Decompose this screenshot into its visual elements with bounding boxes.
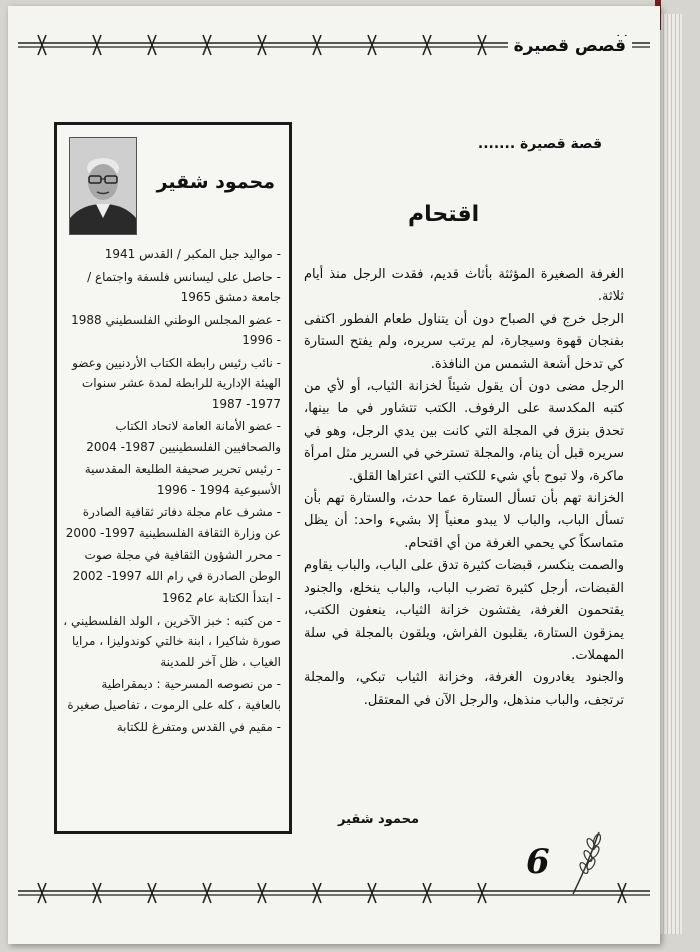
story-paragraph: والجنود يغادرون الغرفة، وخزانة الثياب تبكي، والمجلة ترتجف، والباب منذهل، والرجل الآن في المعتقل. (304, 670, 624, 708)
story-title: اقتحام (408, 202, 480, 227)
bio-item-text: محرر الشؤون الثقافية في مجلة صوت الوطن الصادرة في رام الله 1997- 2002 (72, 548, 281, 583)
bio-item-text: مقيم في القدس ومتفرغ للكتابة (116, 720, 273, 734)
story-paragraph: والصمت ينكسر، قبضات كثيرة تدق على الباب، والباب يقاوم القبضات، أرجل كثيرة تضرب الباب، والباب ينخلع، والجنود يقتحمون الغرفة، يفتشون خزانة الثياب، ينعفون الكتب، يمزقون الستارة، يقلبون الفراش، ويلقون بالمجلة في سلة المهملات. (304, 558, 624, 663)
bio-item-text: مواليد جبل المكبر / القدس 1941 (104, 247, 273, 261)
author-bio-box (54, 122, 292, 834)
portrait-illustration (70, 138, 136, 234)
story-paragraph: الغرفة الصغيرة المؤثثة بأثاث قديم، فقدت الرجل منذ أيام ثلاثة. (304, 267, 624, 305)
story-paragraph: الرجل خرج في الصباح دون أن يتناول طعام الفطور اكتفى بفنجان قهوة وسيجارة، لم يرتب سريره، ولم يفتح الستارة كي تدخل أشعة الشمس من النافذة. (304, 311, 624, 372)
bio-item: - نائب رئيس رابطة الكتاب الأردنيين وعضو الهيئة الإدارية للرابطة لمدة عشر سنوات 1977- 1987 (72, 355, 281, 411)
bio-item-text: من كتبه : خبز الآخرين ، الولد الفلسطيني ، صورة شاكيرا ، ابنة خالتي كوندوليزا ، مرايا الغياب ، ظل آخر للمدينة (63, 613, 281, 669)
author-signature: محمود شقير (338, 812, 420, 827)
bio-list (63, 243, 281, 739)
bio-item: - محرر الشؤون الثقافية في مجلة صوت الوطن الصادرة في رام الله 1997- 2002 (72, 548, 281, 583)
bio-item-text: ابتدأ الكتابة عام 1962 (162, 591, 273, 605)
bio-item-text: رئيس تحرير صحيفة الطليعة المقدسية الأسبوعية 1994 - 1996 (84, 462, 281, 497)
story-label: قصة قصيرة ....... (477, 136, 602, 152)
bio-item: - من نصوصه المسرحية : ديمقراطية بالعافية ، كله على الرموت ، تفاصيل صغيرة (67, 677, 281, 712)
bio-item: - عضو الأمانة العامة لاتحاد الكتاب والصحافيين الفلسطينيين 1987- 2004 (86, 419, 281, 454)
page-number: 6 (526, 842, 550, 882)
bio-item-text: عضو المجلس الوطني الفلسطيني 1988 - 1996 (71, 312, 281, 347)
bio-item: - مقيم في القدس ومتفرغ للكتابة (116, 720, 281, 734)
bio-item: - رئيس تحرير صحيفة الطليعة المقدسية الأسبوعية 1994 - 1996 (84, 462, 281, 497)
author-name: محمود شقير (156, 171, 275, 193)
section-title: قصص قصيرة (508, 36, 632, 56)
story-paragraph: الخزانة تهم بأن تسأل الستارة عما حدث، والستارة تهم بأن تسأل الباب، والباب لا يبدو معنياً إلا بشيء واحد: أن يظل متماسكاً كي يحمي الغرفة من أي اقتحام. (304, 491, 624, 551)
story-paragraph: الرجل مضى دون أن يقول شيئاً لخزانة الثياب، أو لأي من كتبه المكدسة على الرفوف. الكتب تتشاور في ما بينها، تحدق بنزق في المجلة التي كانت بين يدي الرجل، وهو في سريره قبل أن ينام، والمجلة تسترخي في السرير مثل امرأة ماكرة، ولا تبوح بأي شيء للكتب التي اعتراها القلق. (304, 379, 624, 484)
story-body (304, 264, 624, 712)
magazine-page (8, 6, 660, 944)
bio-item: - مشرف عام مجلة دفاتر ثقافية الصادرة عن وزارة الثقافة الفلسطينية 1997- 2000 (65, 505, 281, 540)
bio-item-text: من نصوصه المسرحية : ديمقراطية بالعافية ، كله على الرموت ، تفاصيل صغيرة (67, 677, 281, 712)
page-stack-edges (660, 14, 682, 934)
bio-item-text: مشرف عام مجلة دفاتر ثقافية الصادرة عن وزارة الثقافة الفلسطينية 1997- 2000 (65, 505, 281, 540)
bio-item-text: نائب رئيس رابطة الكتاب الأردنيين وعضو الهيئة الإدارية للرابطة لمدة عشر سنوات 1977- 1987 (72, 355, 281, 411)
bio-item: - ابتدأ الكتابة عام 1962 (162, 591, 281, 605)
bio-item: - عضو المجلس الوطني الفلسطيني 1988 - 1996 (71, 312, 281, 347)
bio-item: - حاصل على ليسانس فلسفة واجتماع / جامعة دمشق 1965 (87, 269, 281, 304)
barbed-wire-bottom (18, 878, 650, 908)
bio-item: - مواليد جبل المكبر / القدس 1941 (104, 247, 281, 261)
bio-item: - من كتبه : خبز الآخرين ، الولد الفلسطيني ، صورة شاكيرا ، ابنة خالتي كوندوليزا ، مرايا الغياب ، ظل آخر للمدينة (63, 613, 281, 669)
bio-item-text: عضو الأمانة العامة لاتحاد الكتاب والصحافيين الفلسطينيين 1987- 2004 (86, 419, 281, 454)
bio-item-text: حاصل على ليسانس فلسفة واجتماع / جامعة دمشق 1965 (87, 269, 281, 304)
author-photo (69, 137, 137, 235)
